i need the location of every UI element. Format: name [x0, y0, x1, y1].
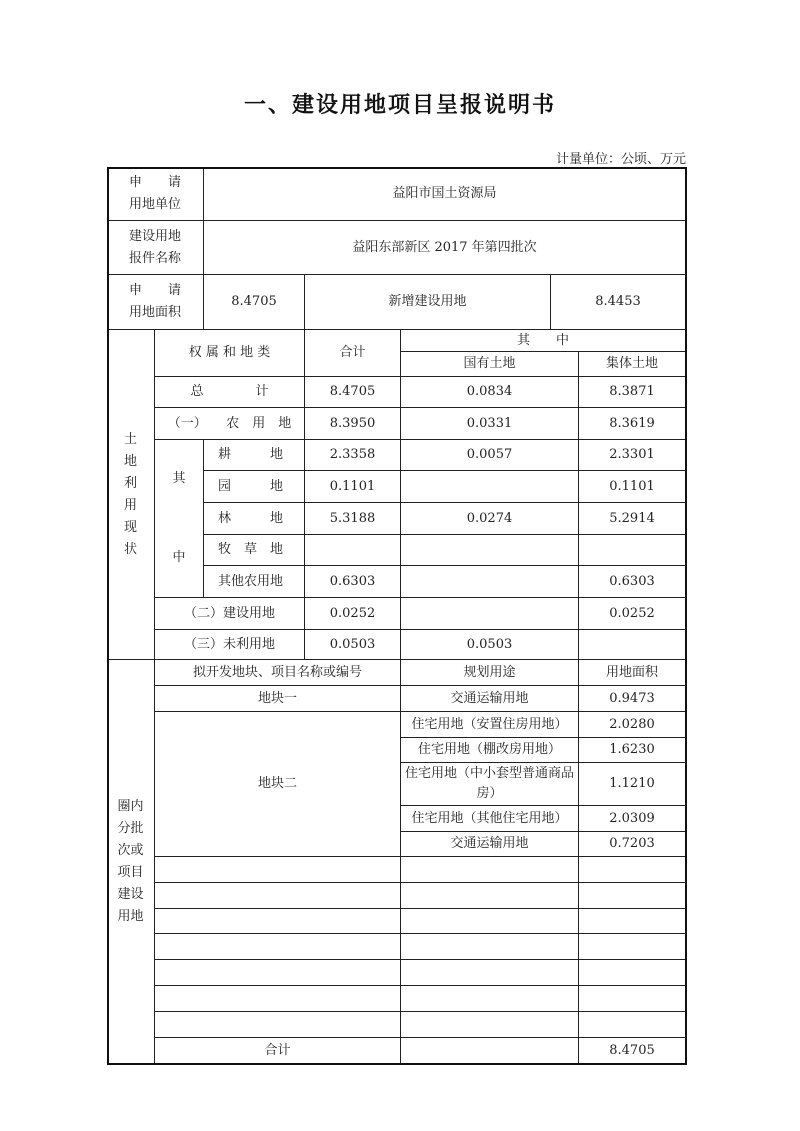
area-label-text-line: 用地面积 [128, 305, 181, 320]
plots-section-text [117, 796, 143, 928]
land-row-collective: 0.1101 [579, 471, 686, 503]
land-row-state [401, 471, 579, 503]
land-use-section-text-line: 地 [123, 453, 137, 469]
plots-section-text-line: 建设 [117, 886, 144, 902]
land-row-total: 0.6303 [305, 566, 401, 598]
plots-section-text-line: 次或 [117, 842, 144, 858]
header-category: 权 属 和 地 类 [155, 330, 305, 377]
land-row-total: 8.4705 [305, 377, 401, 408]
empty-row-name [155, 934, 401, 960]
land-use-section-text-line: 现 [123, 519, 137, 535]
land-row-label: 总 计 [155, 377, 305, 408]
empty-row-name [155, 960, 401, 986]
plot1-area: 0.9473 [579, 686, 686, 712]
plot1-name: 地块一 [155, 686, 401, 712]
empty-row-use [401, 857, 579, 883]
empty-row-use [401, 909, 579, 934]
empty-row-name [155, 857, 401, 883]
area-value: 8.4705 [204, 275, 305, 330]
land-row-label: 耕 地 [204, 440, 305, 471]
empty-row-use [401, 1012, 579, 1038]
applicant-label-text-line: 用地单位 [128, 196, 181, 212]
plots-section-text-line: 分批 [117, 820, 144, 836]
empty-row-area [579, 934, 686, 960]
land-row-state: 0.0834 [401, 377, 579, 408]
plot2-use: 住宅用地（其他住宅用地） [401, 806, 579, 832]
empty-row-use [401, 986, 579, 1012]
empty-row-area [579, 883, 686, 909]
land-row-state: 0.0057 [401, 440, 579, 471]
empty-row-name [155, 986, 401, 1012]
page-title: 一、建设用地项目呈报说明书 [243, 93, 556, 118]
plots-total-use [401, 1038, 579, 1064]
empty-row-use [401, 883, 579, 909]
area-label [107, 275, 204, 330]
land-row-state: 0.0331 [401, 408, 579, 440]
empty-row-name [155, 1012, 401, 1038]
empty-row-area [579, 1012, 686, 1038]
land-row-collective [579, 630, 686, 660]
land-use-section-text-line: 土 [123, 431, 137, 447]
land-row-total: 5.3188 [305, 503, 401, 535]
land-row-total [305, 535, 401, 566]
land-row-state: 0.0274 [401, 503, 579, 535]
land-row-collective: 8.3871 [579, 377, 686, 408]
plot2-use: 住宅用地（中小套型普通商品房） [401, 763, 579, 806]
plots-header-area: 用地面积 [579, 660, 686, 686]
plot2-area: 1.6230 [579, 738, 686, 763]
plots-header-name: 拟开发地块、项目名称或编号 [155, 660, 401, 686]
project-label [107, 221, 204, 275]
empty-row-name [155, 883, 401, 909]
project-label-text-line: 报件名称 [128, 250, 181, 266]
plot2-use: 住宅用地（棚改房用地） [401, 738, 579, 763]
header-total: 合计 [305, 330, 401, 377]
applicant-label-text-line: 申 请 [128, 174, 181, 190]
empty-row-use [401, 934, 579, 960]
land-row-label: 园 地 [204, 471, 305, 503]
land-row-state: 0.0503 [401, 630, 579, 660]
qizhong-char: 中 [172, 549, 186, 565]
land-row-collective: 0.6303 [579, 566, 686, 598]
land-row-state [401, 535, 579, 566]
area-label-text [129, 280, 181, 324]
land-row-state [401, 598, 579, 630]
plot2-use: 住宅用地（安置住房用地） [401, 712, 579, 738]
land-row-collective [579, 535, 686, 566]
plots-section-text-line: 项目 [117, 864, 144, 880]
project-label-text [129, 226, 181, 270]
land-row-label: 林 地 [204, 503, 305, 535]
empty-row-use [401, 960, 579, 986]
project-label-text-line: 建设用地 [128, 228, 181, 244]
land-use-section-text-line: 用 [123, 497, 137, 513]
land-row-collective: 5.2914 [579, 503, 686, 535]
land-row-total: 0.1101 [305, 471, 401, 503]
land-use-section-text-line: 状 [123, 541, 137, 557]
empty-row-area [579, 857, 686, 883]
plot2-use: 交通运输用地 [401, 832, 579, 857]
empty-row-area [579, 960, 686, 986]
plots-header-use: 规划用途 [401, 660, 579, 686]
plots-section-text-line: 用地 [117, 908, 144, 924]
land-row-label: 牧 草 地 [204, 535, 305, 566]
plots-total-label: 合计 [155, 1038, 401, 1064]
land-use-section-text [124, 429, 137, 561]
land-row-total: 8.3950 [305, 408, 401, 440]
new-construction-label: 新增建设用地 [305, 275, 551, 330]
header-state: 国有土地 [401, 352, 579, 377]
land-row-label: （三）未利用地 [155, 630, 305, 660]
plots-total-area: 8.4705 [579, 1038, 686, 1064]
plot2-name: 地块二 [155, 712, 401, 857]
empty-row-name [155, 909, 401, 934]
plot2-area: 2.0309 [579, 806, 686, 832]
applicant-label [107, 167, 204, 221]
empty-row-area [579, 909, 686, 934]
land-row-collective: 8.3619 [579, 408, 686, 440]
land-row-total: 0.0252 [305, 598, 401, 630]
land-row-label: （一） 农 用 地 [155, 408, 305, 440]
applicant-value: 益阳市国土资源局 [204, 167, 686, 221]
empty-row-area [579, 986, 686, 1012]
land-row-collective: 2.3301 [579, 440, 686, 471]
land-row-collective: 0.0252 [579, 598, 686, 630]
land-row-label: （二）建设用地 [155, 598, 305, 630]
header-of-which: 其 中 [401, 330, 686, 352]
header-collective: 集体土地 [579, 352, 686, 377]
plot2-area: 0.7203 [579, 832, 686, 857]
area-label-text-line: 申 请 [128, 283, 181, 298]
plot2-area: 1.1210 [579, 763, 686, 806]
plots-section-text-line: 圈内 [117, 798, 144, 814]
plots-section-label [107, 660, 155, 1064]
qizhong-label [155, 440, 204, 598]
applicant-label-text [129, 172, 181, 216]
land-use-section-label [107, 330, 155, 660]
plot2-area: 2.0280 [579, 712, 686, 738]
qizhong-char: 其 [172, 471, 186, 487]
new-construction-value: 8.4453 [551, 275, 686, 330]
land-row-total: 2.3358 [305, 440, 401, 471]
land-row-label: 其他农用地 [204, 566, 305, 598]
plot1-use: 交通运输用地 [401, 686, 579, 712]
unit-note: 计量单位：公顷、万元 [555, 152, 686, 167]
land-use-section-text-line: 利 [123, 475, 137, 491]
land-row-state [401, 566, 579, 598]
project-value: 益阳东部新区 2017 年第四批次 [204, 221, 686, 275]
land-row-total: 0.0503 [305, 630, 401, 660]
